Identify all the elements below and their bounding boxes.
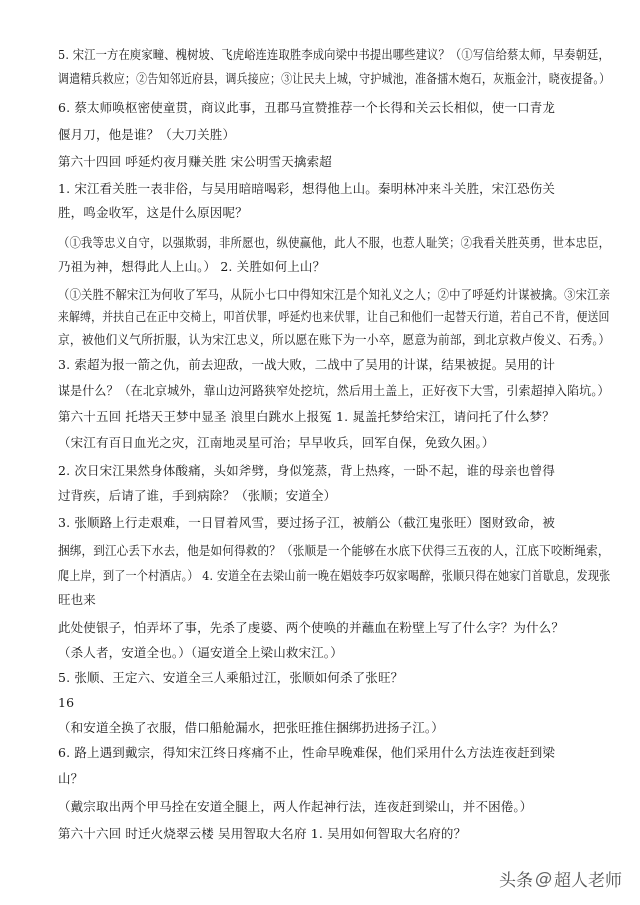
watermark-prefix: 头条	[499, 871, 533, 891]
text-line: （戴宗取出两个甲马拴在安道全腿上，两人作起神行法，连夜赶到梁山，并不困倦。）	[58, 799, 533, 814]
text-line: 2. 次日宋江果然身体酸痛，头如斧劈，身似笼蒸，背上热疼，一卧不起，谁的母亲也曾得	[58, 463, 556, 478]
text-line: 偃月刀，他是谁？（大刀关胜）	[58, 127, 236, 142]
text-line: 5. 张顺、王定六、安道全三人乘船过江，张顺如何杀了张旺？	[58, 670, 404, 685]
text-line: 捆绑，到江心丢下水去，他是如何得救的？（张顺是一个能够在水底下伏得三五夜的人，江底下咬断绳索，	[58, 543, 610, 558]
text-line: 山？	[58, 771, 84, 786]
text-line: 旺也来	[58, 592, 96, 607]
watermark-at: @	[535, 868, 552, 889]
text-line: 6. 蔡太师唤枢密使童贯，商议此事，丑郡马宣赞推荐一个长得和关云长相似，使一口青龙	[58, 100, 556, 115]
chapter-heading: 第六十六回 时迁火烧翠云楼 吴用智取大名府 1. 吴用如何智取大名府的？	[58, 826, 467, 841]
text-line: 6. 路上遇到戴宗，得知宋江终日疼痛不止，性命早晚难保，他们采用什么方法连夜赶到梁	[58, 745, 556, 760]
text-line: 来解缚，并扶自己在正中交椅上，叩首伏罪，呼延灼也来伏罪，让自己和他们一起替天行道，若自己不肯，便送回	[58, 309, 610, 324]
text-line: 此处使银子，怕弄坏了事，先杀了虔婆、两个使唤的并蘸血在粉壁上写了什么字？为什么？	[58, 620, 565, 635]
text-line: 乃祖为神，想得此人上山。） 2. 关胜如何上山？	[58, 259, 326, 274]
text-line: （①关胜不解宋江为何收了军马，从阮小七口中得知宋江是个知礼义之人；②中了呼延灼计谋被擒。③宋江亲	[58, 287, 611, 302]
watermark	[499, 866, 622, 891]
chapter-heading: 第六十四回 呼延灼夜月赚关胜 宋公明雪天擒索超	[58, 154, 332, 169]
page-number: 16	[58, 695, 75, 710]
text-line: 爬上岸，到了一个村酒店。） 4. 安道全在去梁山前一晚在娼妓李巧奴家喝醉，张顺只得在她家门首歇息，发现张	[58, 568, 611, 583]
text-line: 1. 宋江看关胜一表非俗，与吴用暗暗喝彩，想得他上山。秦明林冲来斗关胜，宋江恐伤关	[58, 181, 556, 196]
watermark-account: 超人老师	[554, 871, 622, 891]
text-line: 3. 张顺路上行走艰难，一日冒着风雪，要过扬子江，被艄公（截江鬼张旺）图财致命，被	[58, 515, 556, 530]
text-line: （宋江有百日血光之灾，江南地灵星可治；早早收兵，回军自保，免致久困。）	[58, 435, 495, 450]
text-line: 京，被他们义气所折服，认为宋江忠义，所以愿在账下为一小卒，愿意为前部，到北京救卢俊义、石秀。）	[58, 332, 611, 347]
text-line: 5. 宋江一方在庾家疃、槐树坡、飞虎峪连连取胜李成向梁中书提出哪些建议？（①写信给蔡太师，早奏朝廷，	[58, 47, 610, 62]
text-line: 调遣精兵救应；②告知邻近府县，调兵接应；③让民夫上城，守护城池，准备擂木炮石，灰瓶金汁，晓夜提备。）	[58, 71, 611, 86]
chapter-heading: 第六十五回 托塔天王梦中显圣 浪里白跳水上报冤 1. 晁盖托梦给宋江，请问托了什么梦？	[58, 409, 555, 424]
text-line: 胜，鸣金收军，这是什么原因呢？	[58, 205, 248, 220]
text-line: （和安道全换了衣服，借口船舱漏水，把张旺推住捆绑扔进扬子江。）	[58, 720, 444, 735]
text-line: （①我等忠义自守，以强欺弱，非所愿也，纵使赢他，此人不服，也惹人耻笑；②我看关胜英勇，世本忠臣，	[58, 235, 611, 250]
text-line: （杀人者，安道全也。）（逼安道全上梁山救宋江。）	[58, 645, 343, 660]
text-line: 谋是什么？（在北京城外，靠山边河路狭窄处挖坑，然后用土盖上，正好夜下大雪，引索超掉入陷坑。）	[58, 383, 610, 398]
text-line: 3. 索超为报一箭之仇，前去迎敌，一战大败，二战中了吴用的计谋，结果被捉。吴用的计	[58, 357, 556, 372]
text-line: 过背疾，后请了谁，手到病除？（张顺；安道全）	[58, 488, 337, 503]
